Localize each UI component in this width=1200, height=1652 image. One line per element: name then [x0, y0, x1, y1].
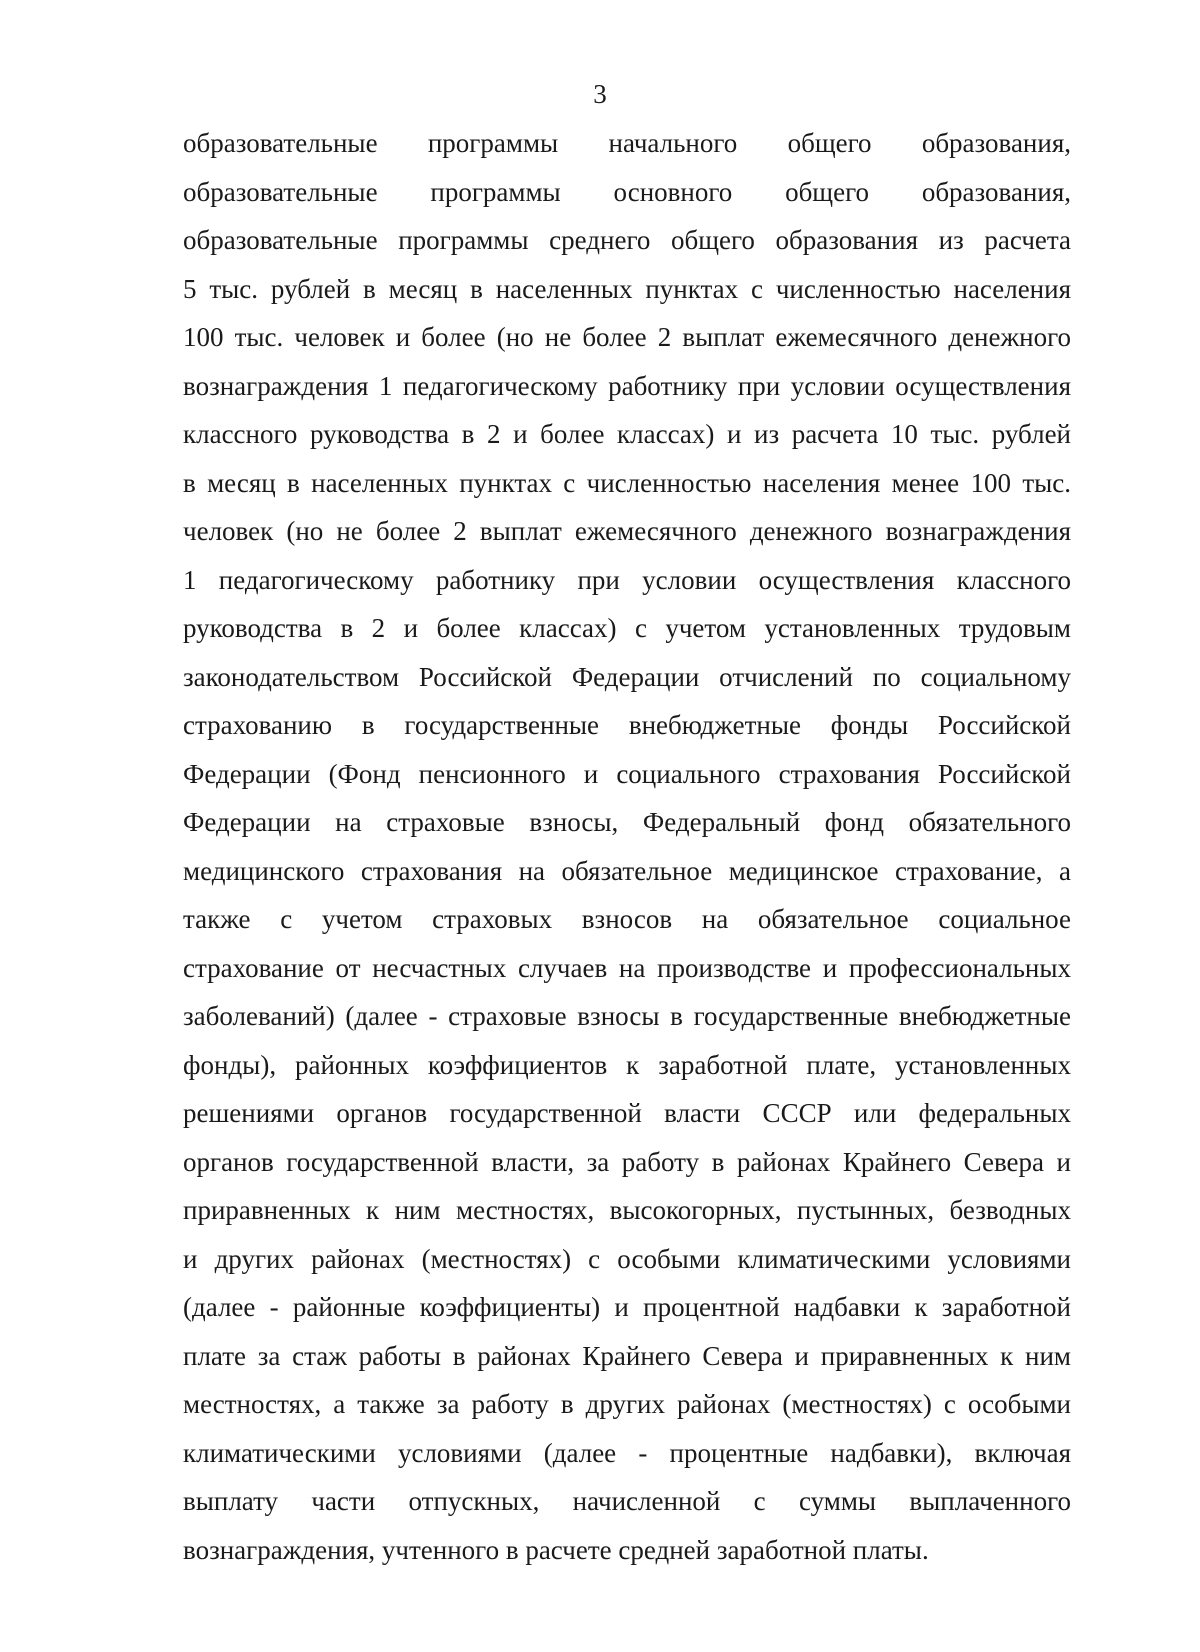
text-line: Федерации (Фонд пенсионного и социального страхования Российской	[183, 758, 1071, 789]
text-line: 5 тыс. рублей в месяц в населенных пунктах с численностью населения	[183, 273, 1071, 304]
text-line: вознаграждения 1 педагогическому работнику при условии осуществления	[183, 370, 1071, 401]
body-text	[183, 119, 1071, 1574]
text-line: Федерации на страховые взносы, Федеральный фонд обязательного	[183, 807, 1071, 837]
page-number: 3	[593, 79, 607, 109]
text-line: (далее - районные коэффициенты) и процентной надбавки к заработной	[183, 1292, 1071, 1322]
text-line: страхование от несчастных случаев на производстве и профессиональных	[183, 952, 1071, 983]
text-line: классного руководства в 2 и более классах) и из расчета 10 тыс. рублей	[183, 419, 1071, 449]
text-line: образовательные программы начального общего образования,	[183, 128, 1071, 158]
text-line: 100 тыс. человек и более (но не более 2 выплат ежемесячного денежного	[183, 322, 1071, 352]
text-line: медицинского страхования на обязательное медицинское страхование, а	[183, 855, 1071, 886]
text-line: выплату части отпускных, начисленной с суммы выплаченного	[183, 1486, 1071, 1516]
text-line: также с учетом страховых взносов на обязательное социальное	[183, 904, 1071, 934]
text-line: решениями органов государственной власти СССР или федеральных	[183, 1098, 1071, 1128]
text-line: приравненных к ним местностях, высокогорных, пустынных, безводных	[183, 1195, 1071, 1225]
text-line: в месяц в населенных пунктах с численностью населения менее 100 тыс.	[183, 467, 1071, 498]
text-line: вознаграждения, учтенного в расчете средней заработной платы.	[183, 1534, 929, 1565]
text-line: фонды), районных коэффициентов к заработной плате, установленных	[183, 1049, 1071, 1080]
text-line: руководства в 2 и более классах) с учетом установленных трудовым	[183, 613, 1071, 643]
text-line: местностях, а также за работу в других районах (местностях) с особыми	[183, 1389, 1071, 1419]
text-line: и других районах (местностях) с особыми климатическими условиями	[183, 1243, 1071, 1274]
text-line: законодательством Российской Федерации отчислений по социальному	[183, 661, 1071, 692]
text-line: плате за стаж работы в районах Крайнего Севера и приравненных к ним	[183, 1340, 1071, 1371]
text-line: образовательные программы основного общего образования,	[183, 176, 1071, 207]
text-line: органов государственной власти, за работу в районах Крайнего Севера и	[183, 1146, 1071, 1177]
text-line: заболеваний) (далее - страховые взносы в государственные внебюджетные	[183, 1001, 1071, 1031]
text-line: человек (но не более 2 выплат ежемесячного денежного вознаграждения	[183, 516, 1071, 546]
text-line: климатическими условиями (далее - процентные надбавки), включая	[183, 1437, 1071, 1468]
text-line: образовательные программы среднего общего образования из расчета	[183, 225, 1071, 255]
text-line: страхованию в государственные внебюджетные фонды Российской	[183, 710, 1071, 740]
text-line: 1 педагогическому работнику при условии осуществления классного	[183, 564, 1071, 595]
